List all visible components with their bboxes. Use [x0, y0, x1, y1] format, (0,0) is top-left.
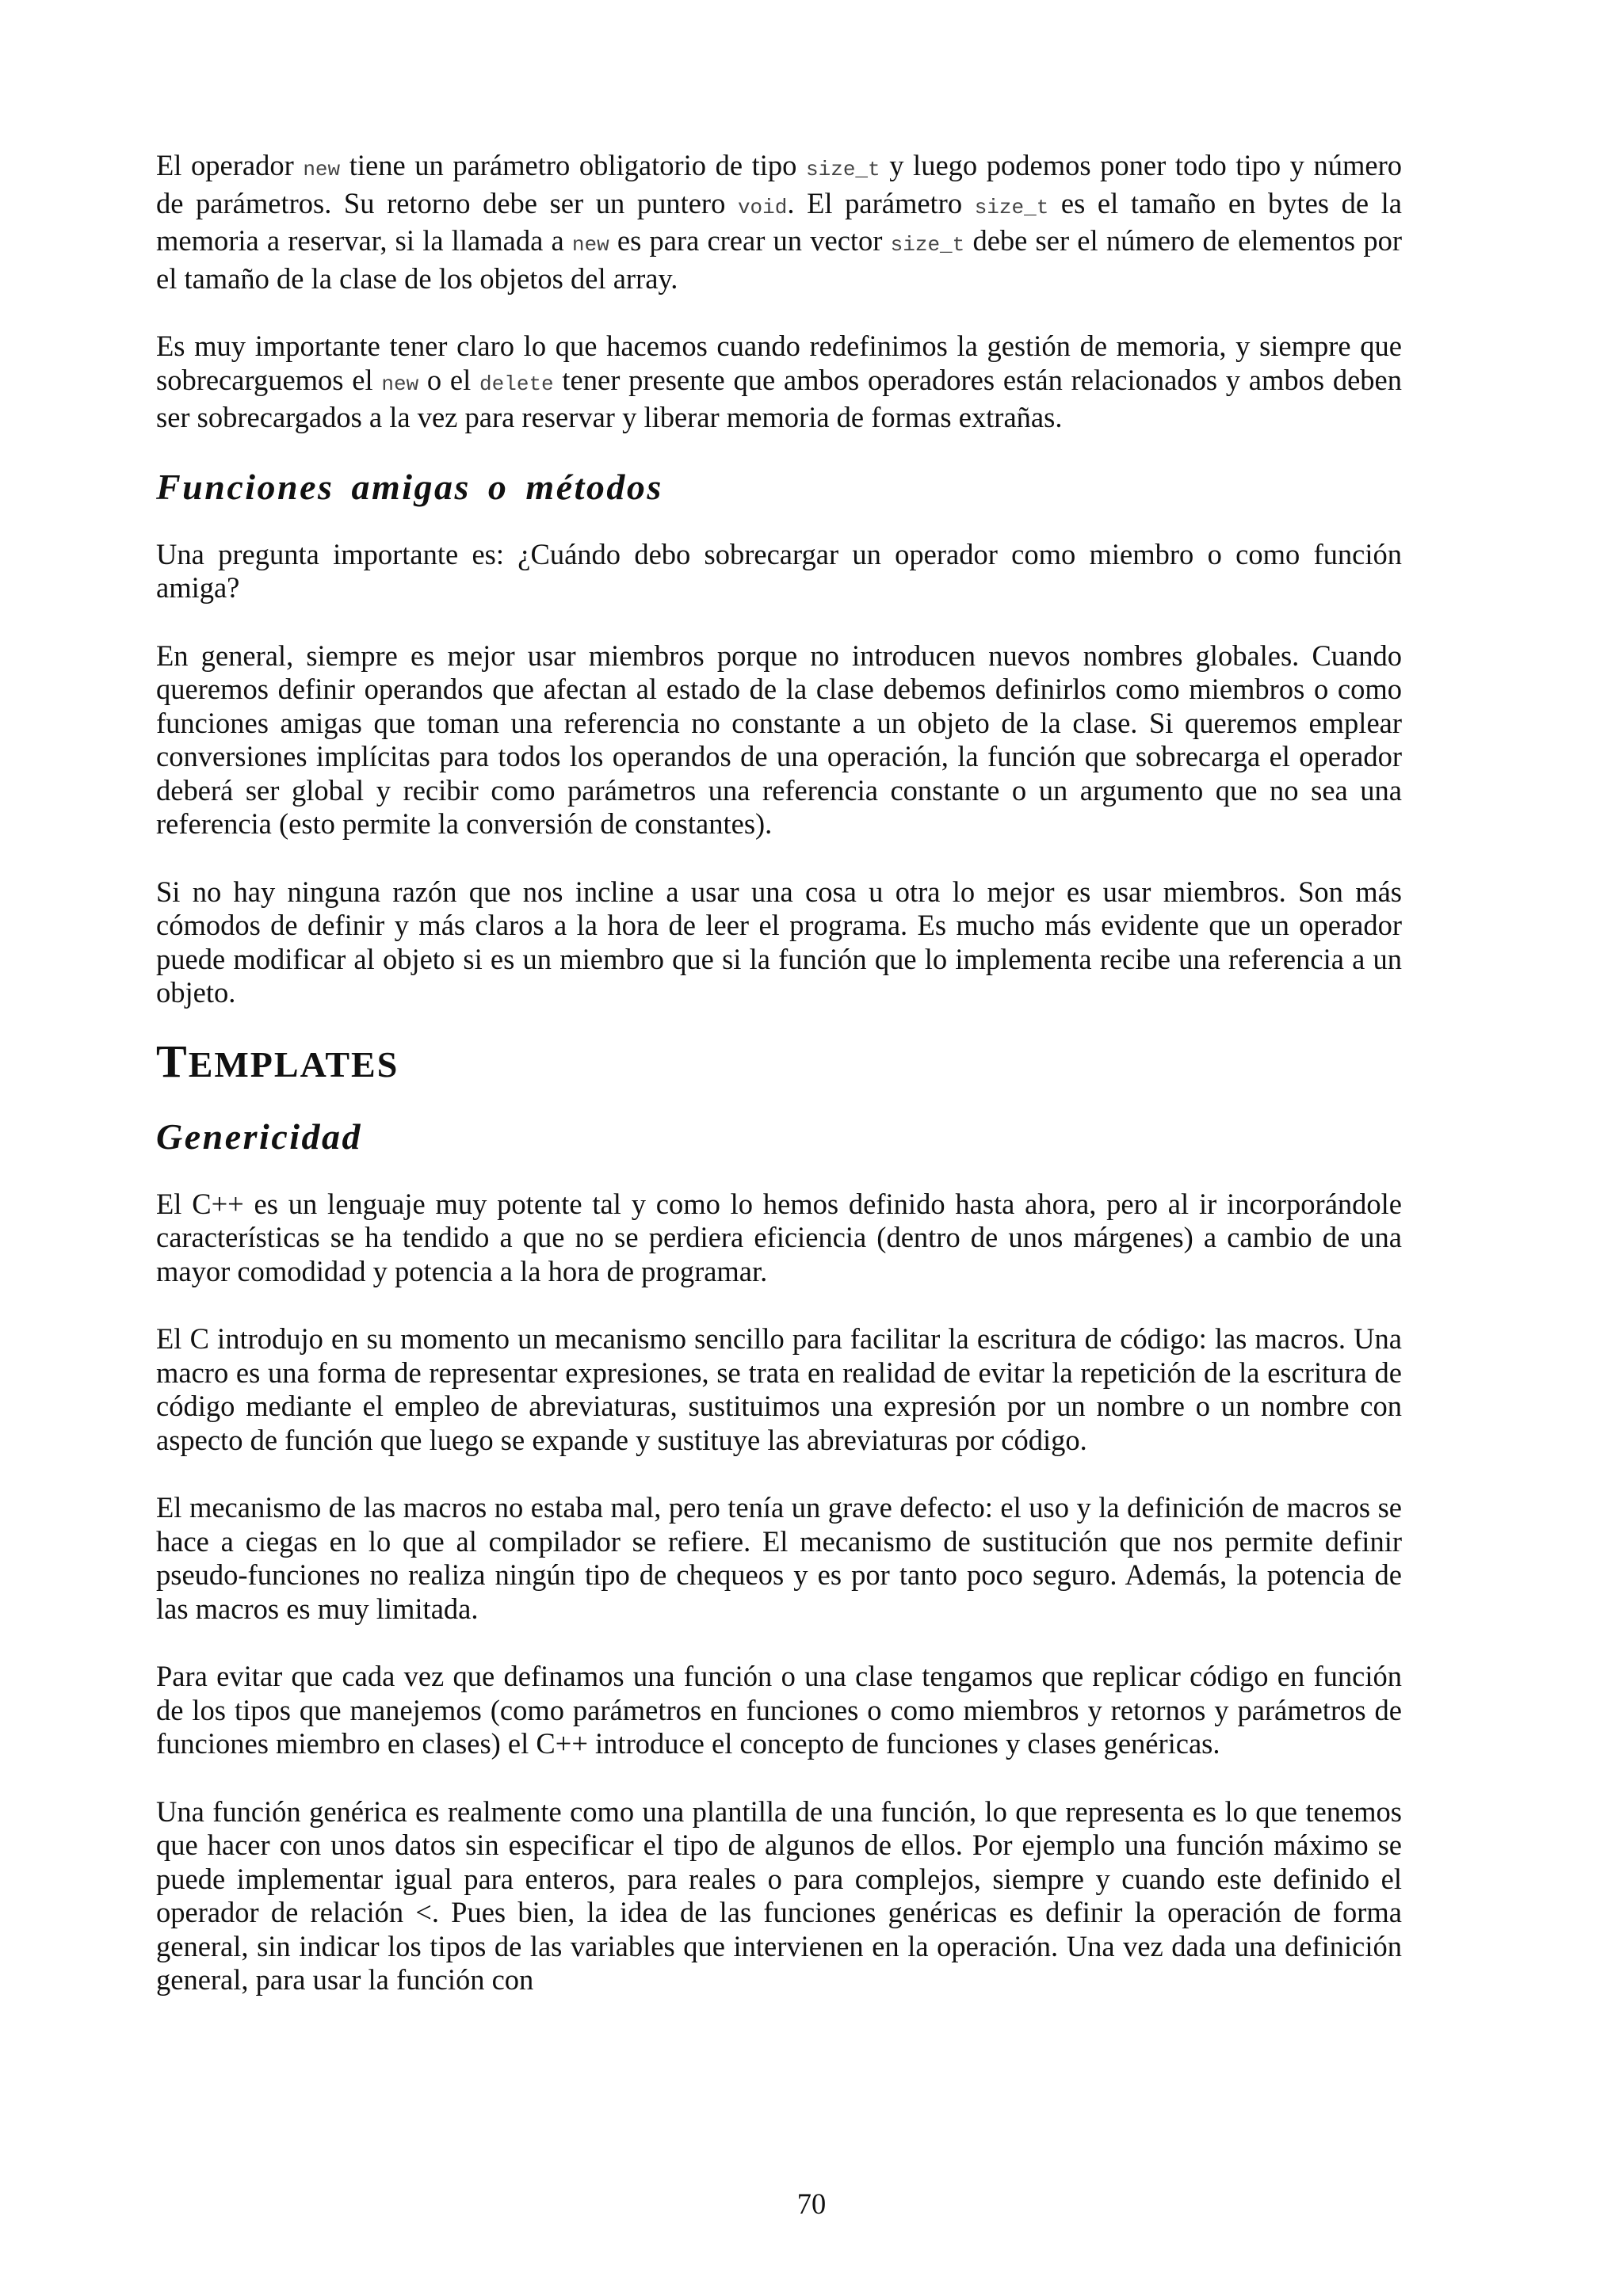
- text: El operador: [156, 149, 304, 181]
- code-keyword: new: [381, 372, 419, 396]
- code-keyword: size_t: [806, 158, 880, 181]
- text: tener presente que ambos operadores están relacionados y ambos deben ser sobrecargados a la vez para reservar y liberar memoria de formas extrañas.: [156, 363, 1403, 433]
- code-keyword: new: [571, 233, 609, 257]
- paragraph-question: Una pregunta importante es: ¿Cuándo debo sobrecargar un operador como miembro o como función amiga?: [156, 537, 1402, 604]
- section-heading-friends: Funciones amigas o métodos: [156, 466, 663, 507]
- code-keyword: void: [737, 195, 788, 219]
- paragraph-generic-intro: Para evitar que cada vez que definamos una función o una clase tengamos que replicar código en función de los tipos que manejemos (como parámetros en funciones o como miembros y retornos y parámetros de funciones miembro en clases) el C++ introduce el concepto de funciones y clases genéricas.: [156, 1660, 1402, 1760]
- text: y luego podemos poner todo tipo y número de parámetros. Su retorno debe ser un puntero: [156, 149, 1402, 219]
- text: tiene un parámetro obligatorio de tipo: [340, 149, 807, 181]
- paragraph-general: En general, siempre es mejor usar miembros porque no introducen nuevos nombres globales. Cuando queremos definir operandos que afectan al estado de la clase debemos definirlos como miembros o como funciones amigas que toman una referencia no constante a un objeto de la clase. Si queremos emplear conversiones implícitas para todos los operandos de una operación, la función que sobrecarga el operador deberá ser global y recibir como parámetros una referencia constante o un argumento que no sea una referencia (esto permite la conversión de constantes).: [156, 639, 1402, 840]
- text: es para crear un vector: [609, 224, 891, 257]
- text: Es muy importante tener claro lo que hacemos cuando redefinimos la gestión de memoria, y siempre que sobrecarguemos el: [156, 330, 1402, 396]
- section-heading-genericity: Genericidad: [156, 1116, 363, 1157]
- chapter-title-initial: T: [156, 1035, 189, 1087]
- paragraph-members: Si no hay ninguna razón que nos incline a usar una cosa u otra lo mejor es usar miembros. Son más cómodos de definir y más claros a la hora de leer el programa. Es mucho más evidente que un operador puede modificar al objeto si es un miembro que si la función que lo implementa recibe una referencia a un objeto.: [156, 875, 1402, 1009]
- paragraph-cpp-power: El C++ es un lenguaje muy potente tal y como lo hemos definido hasta ahora, pero al ir incorporándole características se ha tendido a que no se perdiera eficiencia (dentro de unos márgenes) a cambio de una mayor comodidad y potencia a la hora de programar.: [156, 1187, 1402, 1287]
- text: debe ser el número de elementos por el tamaño de la clase de los objetos del array.: [156, 224, 1402, 295]
- paragraph-generic-function: Una función genérica es realmente como una plantilla de una función, lo que representa es lo que tenemos que hacer con unos datos sin especificar el tipo de algunos de ellos. Por ejemplo una función máximo se puede implementar igual para enteros, para reales o para complejos, siempre y cuando este definido el operador de relación <. Pues bien, la idea de las funciones genéricas es definir la operación de forma general, sin indicar los tipos de las variables que intervienen en la operación. Una vez dada una definición general, para usar la función con: [156, 1794, 1402, 1996]
- code-keyword: new: [303, 158, 341, 181]
- page-number: 70: [796, 2187, 827, 2220]
- paragraph-macros: El C introdujo en su momento un mecanismo sencillo para facilitar la escritura de código: las macros. Una macro es una forma de representar expresiones, se trata en realidad de evitar la repetición de la escritura de código mediante el empleo de abreviaturas, sustituimos una expresión por un nombre o un nombre con aspecto de función que luego se expande y sustituye las abreviaturas por código.: [156, 1322, 1402, 1456]
- paragraph-memory-management: [156, 330, 1402, 435]
- paragraph-new-operator: [156, 149, 1402, 296]
- paragraph-macro-defect: El mecanismo de las macros no estaba mal, pero tenía un grave defecto: el uso y la definición de macros se hace a ciegas en lo que al compilador se refiere. El mecanismo de sustitución que nos permite definir pseudo-funciones no realiza ningún tipo de chequeos y es por tanto poco seguro. Además, la potencia de las macros es muy limitada.: [156, 1491, 1402, 1625]
- page-content: [156, 149, 1402, 1997]
- text: o el: [418, 363, 480, 396]
- text: . El parámetro: [787, 186, 975, 219]
- chapter-title-rest: EMPLATES: [188, 1043, 399, 1085]
- chapter-title: [156, 1034, 1402, 1096]
- code-keyword: delete: [479, 372, 554, 396]
- code-keyword: size_t: [974, 195, 1049, 219]
- code-keyword: size_t: [890, 233, 965, 257]
- text: es el tamaño en bytes de la memoria a reservar, si la llamada a: [156, 186, 1402, 257]
